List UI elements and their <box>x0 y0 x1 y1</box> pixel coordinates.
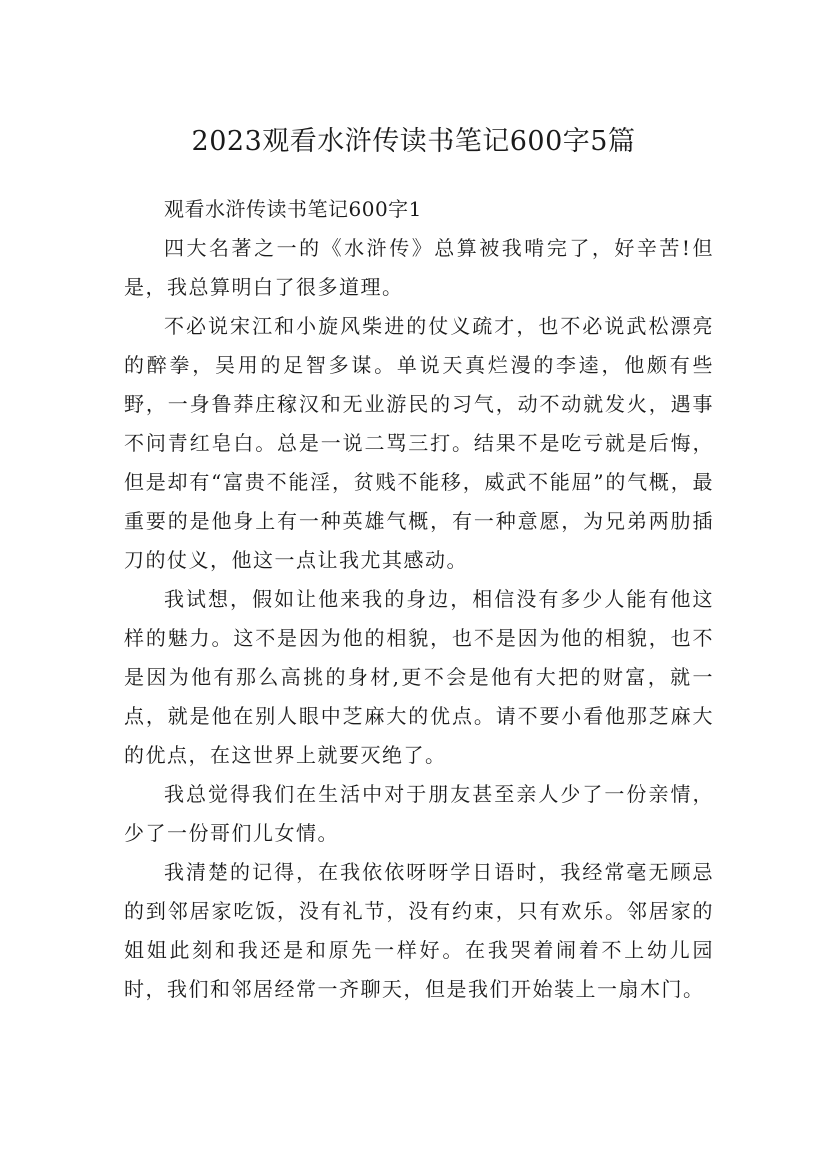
paragraph-1: 四大名著之一的《水浒传》总算被我啃完了，好辛苦!但是，我总算明白了很多道理。 <box>124 236 714 299</box>
paragraph-3: 我试想，假如让他来我的身边，相信没有多少人能有他这样的魅力。这不是因为他的相貌，也不是因为他的相貌，也不是因为他有那么高挑的身材,更不会是他有大把的财富，就一点，就是他在别人眼中芝麻大的优点。请不要小看他那芝麻大的优点，在这世界上就要灭绝了。 <box>124 587 714 767</box>
paragraph-5: 我清楚的记得，在我依依呀呀学日语时，我经常毫无顾忌的到邻居家吃饭，没有礼节，没有约束，只有欢乐。邻居家的姐姐此刻和我还是和原先一样好。在我哭着闹着不上幼儿园时，我们和邻居经常一齐聊天，但是我们开始装上一扇木门。 <box>124 860 714 1001</box>
document-title: 2023观看水浒传读书笔记600字5篇 <box>191 126 636 158</box>
paragraph-4: 我总觉得我们在生活中对于朋友甚至亲人少了一份亲情，少了一份哥们儿女情。 <box>124 782 714 845</box>
paragraph-2: 不必说宋江和小旋风柴进的仗义疏才，也不必说武松漂亮的醉拳，吴用的足智多谋。单说天真烂漫的李逵，他颇有些野，一身鲁莽庄稼汉和无业游民的习气，动不动就发火，遇事不问青红皂白。总是一说二骂三打。结果不是吃亏就是后悔，但是却有“富贵不能淫，贫贱不能移，威武不能屈”的气概，最重要的是他身上有一种英雄气概，有一种意愿，为兄弟两肋插刀的仗义，他这一点让我尤其感动。 <box>124 314 714 572</box>
document-body <box>124 190 714 1009</box>
section-heading: 观看水浒传读书笔记600字1 <box>164 197 422 221</box>
